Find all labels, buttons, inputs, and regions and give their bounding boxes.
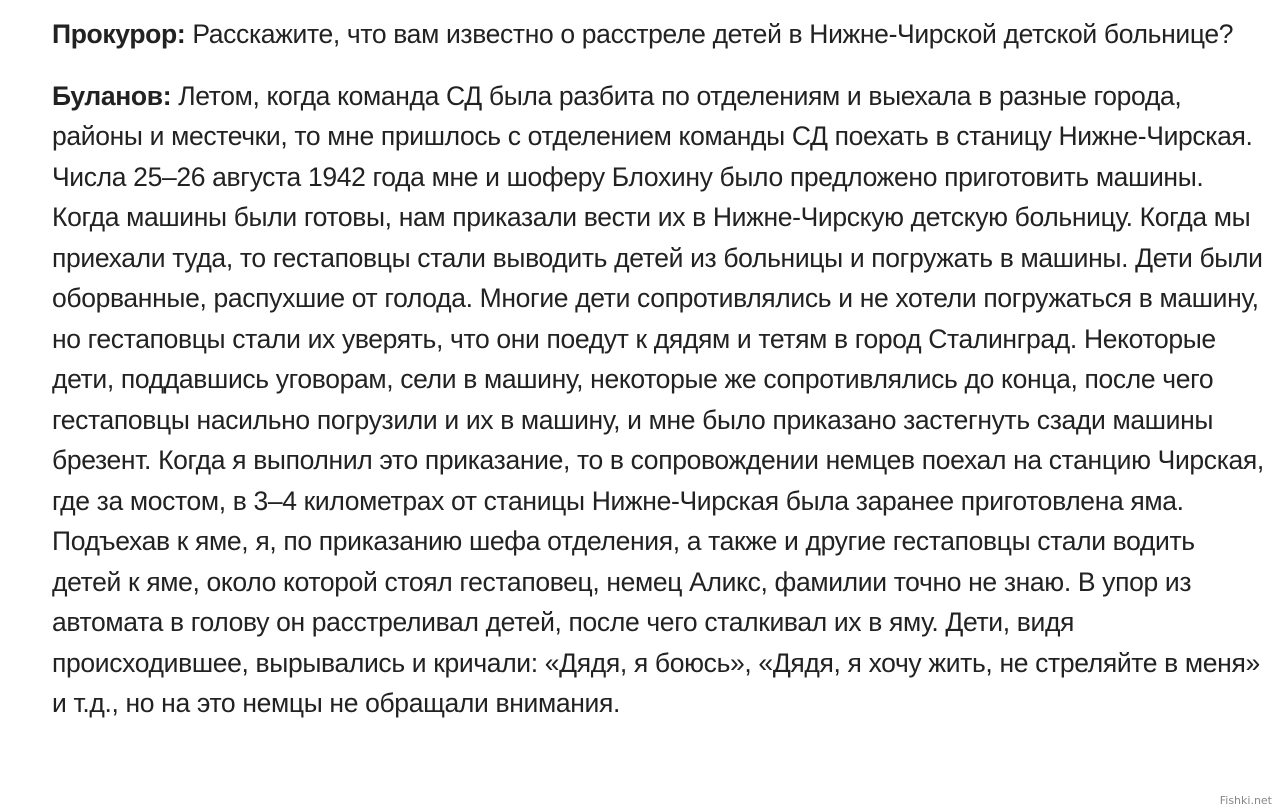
speaker-label: Буланов: — [52, 80, 172, 111]
paragraph-prosecutor — [52, 14, 1267, 55]
paragraph-bulanov — [52, 76, 1267, 724]
document-body — [52, 14, 1267, 724]
watermark: Fishki.net — [1219, 794, 1272, 807]
paragraph-text: Летом, когда команда СД была разбита по отделениям и выехала в разные города, районы и местечки, то мне пришлось с отделением команды СД поехать в станицу Нижне-Чирская. Числа 25–26 августа 1942 года мне и шоферу Блохину было предложено приготовить машины. Когда машины были готовы, нам приказали вести их в Нижне-Чирскую детскую больницу. Когда мы приехали туда, то гестаповцы стали выводить детей из больницы и погружать в машины. Дети были оборванные, распухшие от голода. Многие дети сопротивлялись и не хотели погружаться в машину, но гестаповцы стали их уверять, что они поедут к дядям и тетям в город Сталинград. Некоторые дети, поддавшись уговорам, сели в машину, некоторые же сопротивлялись до конца, после чего гестаповцы насильно погрузили и их в машину, и мне было приказано застегнуть сзади машины брезент. Когда я выполнил это приказание, то в сопровождении немцев поехал на станцию Чирская, где за мостом, в 3–4 километрах от станицы Нижне-Чирская была заранее приготовлена яма. Подъехав к яме, я, по приказанию шефа отделения, а также и другие гестаповцы стали водить детей к яме, около которой стоял гестаповец, немец Аликс, фамилии точно не знаю. В упор из автомата в голову он расстреливал детей, после чего сталкивал их в яму. Дети, видя происходившее, вырывались и кричали: «Дядя, я боюсь», «Дядя, я хочу жить, не стреляйте в меня» и т.д., но на это немцы не обращали внимания. — [52, 80, 1264, 718]
paragraph-text: Расскажите, что вам известно о расстреле детей в Нижне-Чирской детской больнице? — [192, 19, 1234, 49]
speaker-label: Прокурор: — [52, 19, 186, 49]
